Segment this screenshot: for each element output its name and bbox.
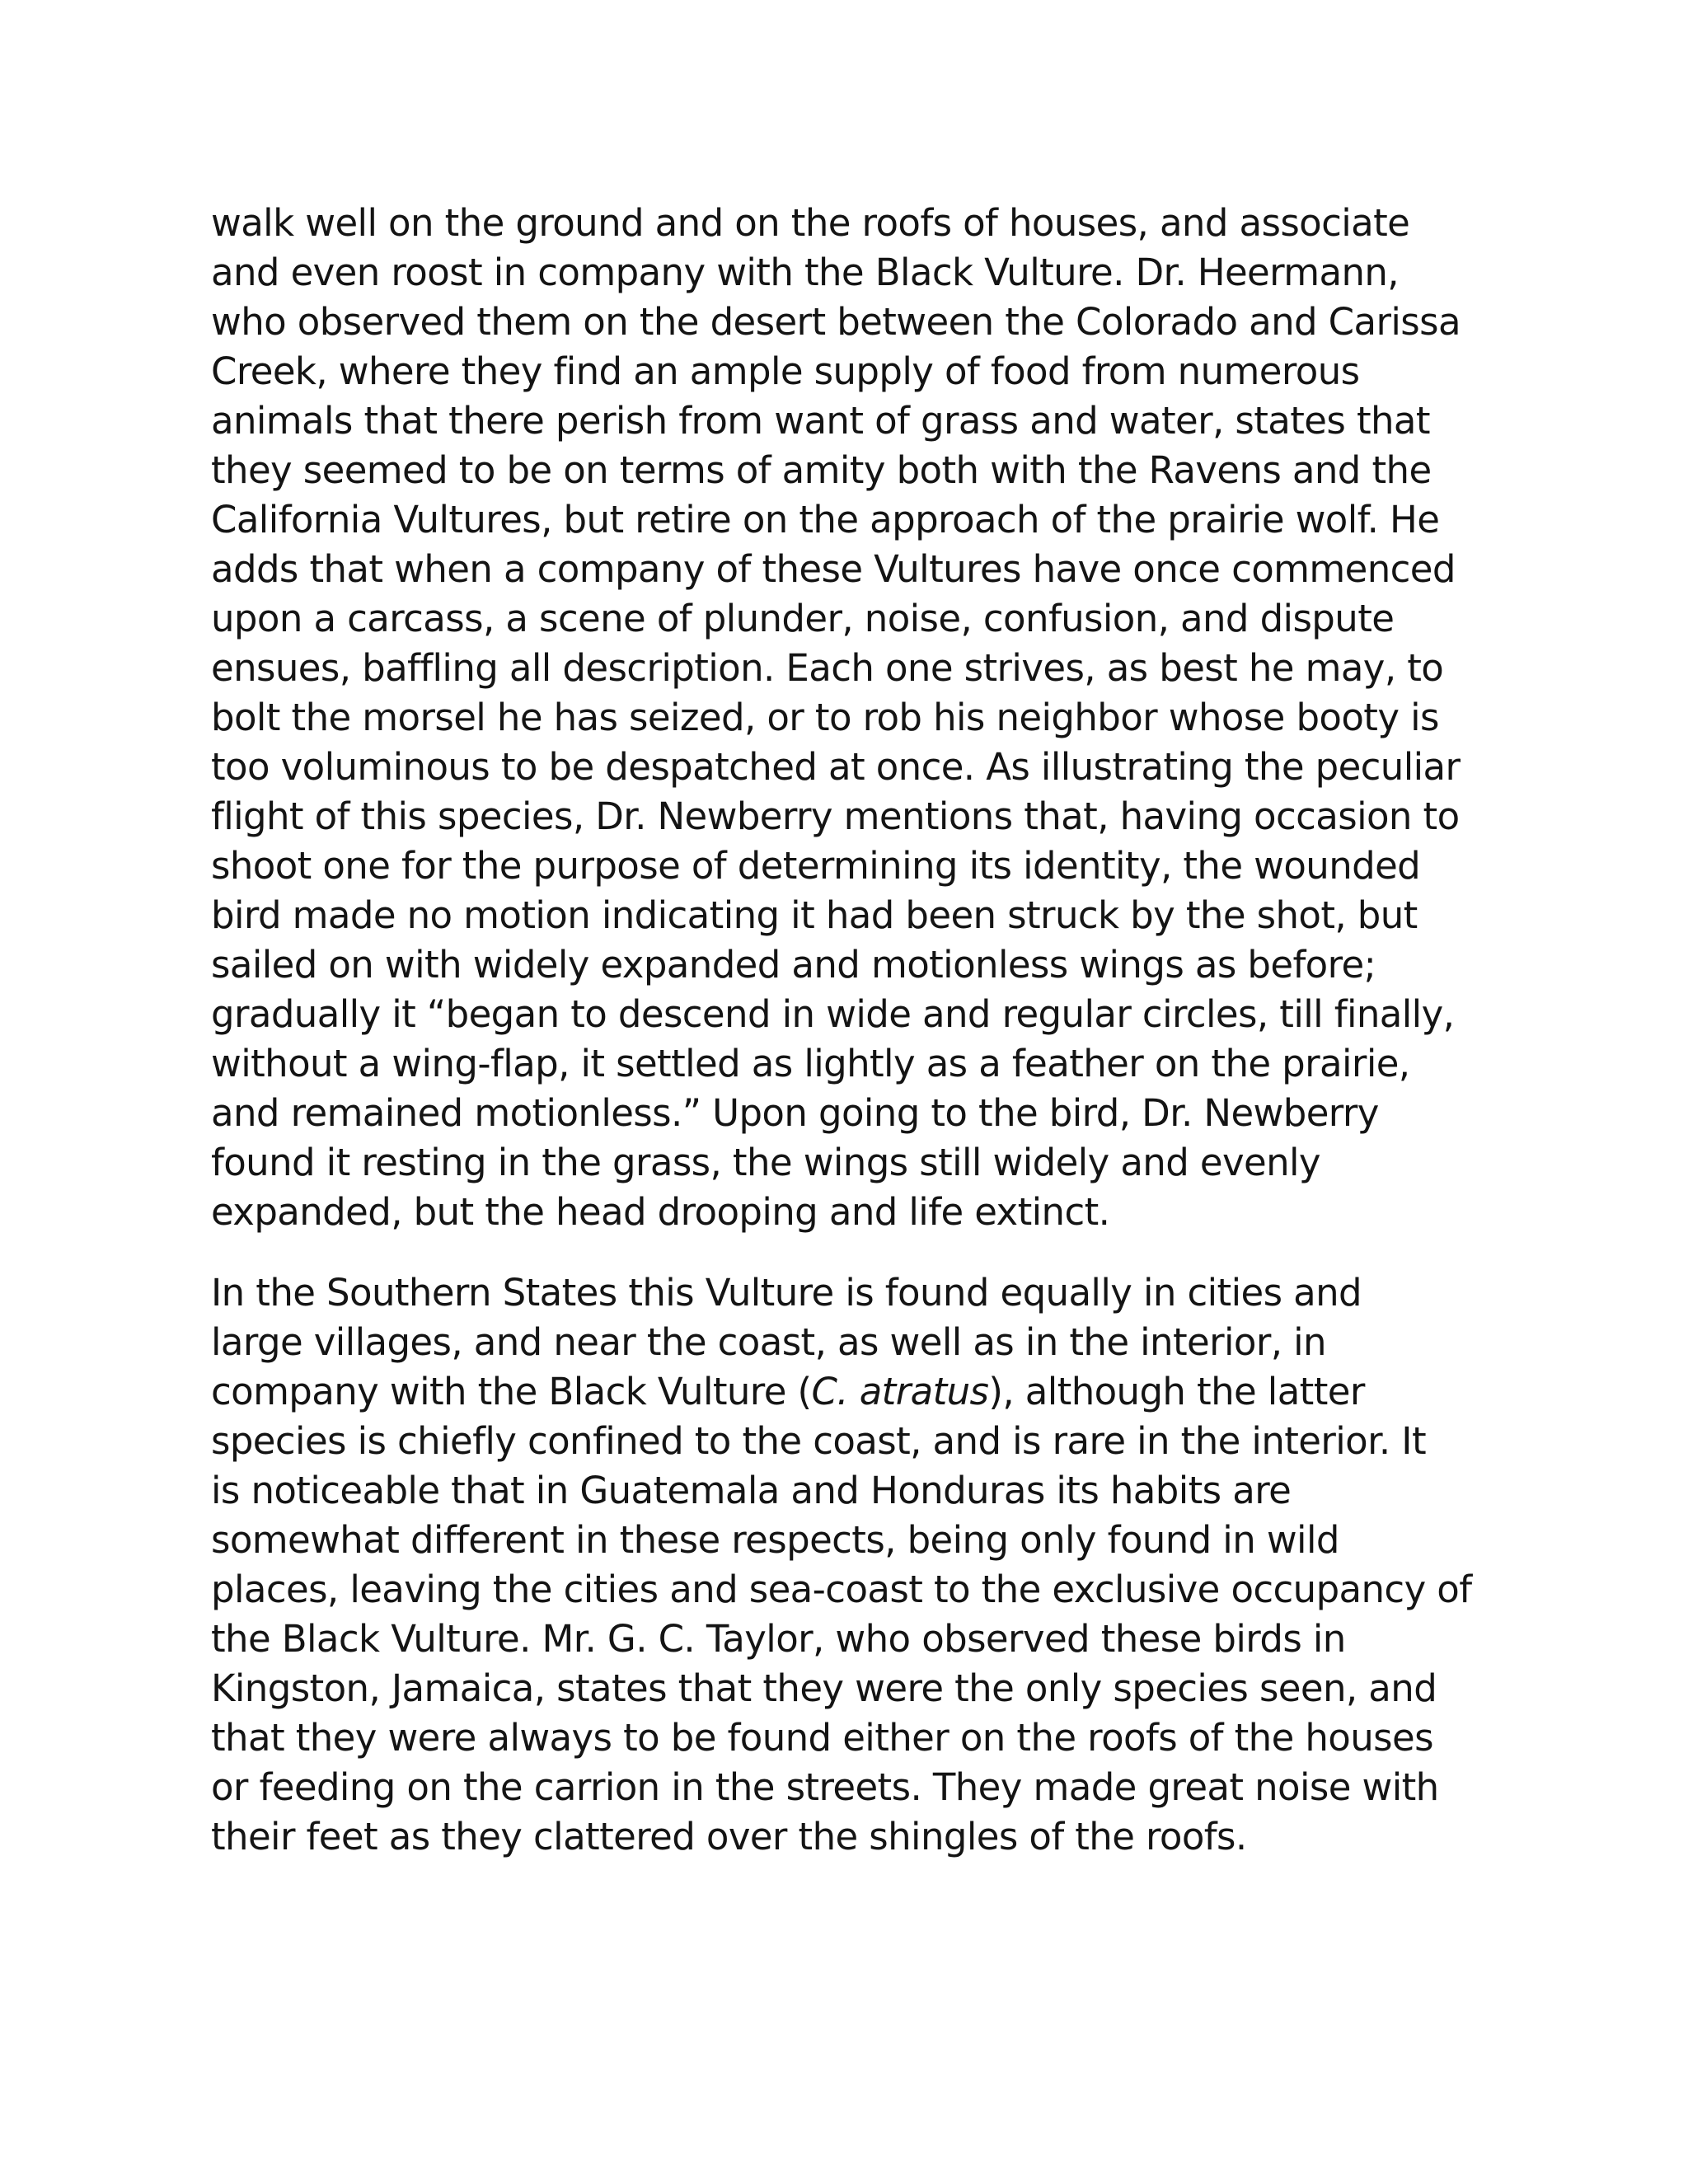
text-line: animals that there perish from want of grass and water, states that: [211, 399, 1430, 443]
text-line: the Black Vulture. Mr. G. C. Taylor, who observed these birds in: [211, 1617, 1346, 1661]
text-line: ensues, baffling all description. Each one strives, as best he may, to: [211, 646, 1444, 690]
text-line: without a wing-flap, it settled as lightly as a feather on the prairie,: [211, 1042, 1410, 1085]
text-line: walk well on the ground and on the roofs of houses, and associate: [211, 201, 1410, 245]
text-line: In the Southern States this Vulture is found equally in cities and: [211, 1271, 1362, 1315]
text-line: adds that when a company of these Vultures have once commenced: [211, 547, 1456, 591]
text-line: their feet as they clattered over the shingles of the roofs.: [211, 1815, 1247, 1858]
text-segment: company with the Black Vulture (: [211, 1370, 812, 1413]
text-line: too voluminous to be despatched at once. As illustrating the peculiar: [211, 745, 1461, 789]
text-line: expanded, but the head drooping and life extinct.: [211, 1190, 1110, 1234]
text-segment: ), although the latter: [988, 1370, 1365, 1413]
text-line: and even roost in company with the Black Vulture. Dr. Heermann,: [211, 251, 1400, 294]
text-line: somewhat different in these respects, being only found in wild: [211, 1518, 1339, 1562]
text-line: and remained motionless.” Upon going to the bird, Dr. Newberry: [211, 1091, 1379, 1135]
text-line: they seemed to be on terms of amity both with the Ravens and the: [211, 448, 1432, 492]
text-line: or feeding on the carrion in the streets. They made great noise with: [211, 1765, 1439, 1809]
text-line: who observed them on the desert between the Colorado and Carissa: [211, 300, 1461, 344]
text-line: bolt the morsel he has seized, or to rob his neighbor whose booty is: [211, 696, 1439, 739]
text-line: [211, 1367, 1497, 1417]
text-line: that they were always to be found either on the roofs of the houses: [211, 1716, 1433, 1760]
species-name-italic: C. atratus: [811, 1370, 989, 1413]
text-line: species is chiefly confined to the coast, and is rare in the interior. It: [211, 1419, 1427, 1463]
document-page: [211, 199, 1497, 1862]
text-line: places, leaving the cities and sea-coast to the exclusive occupancy of: [211, 1568, 1472, 1611]
text-line: upon a carcass, a scene of plunder, noise, confusion, and dispute: [211, 597, 1395, 640]
text-line: California Vultures, but retire on the approach of the prairie wolf. He: [211, 498, 1440, 541]
text-line: is noticeable that in Guatemala and Honduras its habits are: [211, 1469, 1292, 1512]
paragraph-1: [211, 199, 1497, 1237]
text-line: Kingston, Jamaica, states that they were the only species seen, and: [211, 1666, 1437, 1710]
text-line: shoot one for the purpose of determining its identity, the wounded: [211, 844, 1421, 888]
paragraph-2: [211, 1268, 1497, 1862]
text-line: gradually it “began to descend in wide and regular circles, till finally,: [211, 992, 1455, 1036]
text-line: large villages, and near the coast, as well as in the interior, in: [211, 1320, 1326, 1364]
text-line: found it resting in the grass, the wings still widely and evenly: [211, 1141, 1320, 1184]
text-line: flight of this species, Dr. Newberry mentions that, having occasion to: [211, 794, 1460, 838]
text-line: Creek, where they find an ample supply of food from numerous: [211, 349, 1360, 393]
text-line: sailed on with widely expanded and motionless wings as before;: [211, 943, 1376, 987]
text-line: bird made no motion indicating it had been struck by the shot, but: [211, 893, 1418, 937]
